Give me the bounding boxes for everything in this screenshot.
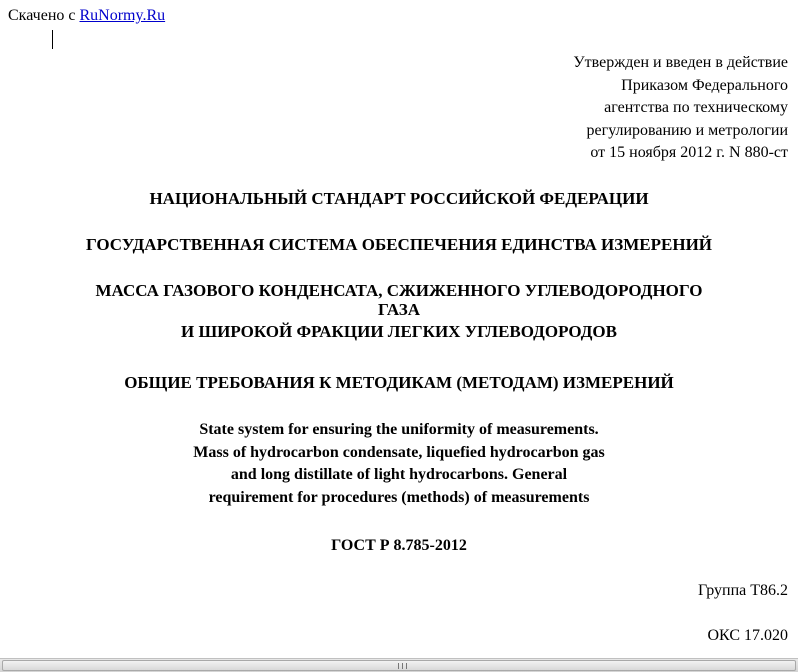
approval-block [428,52,788,165]
general-requirements-heading: ОБЩИЕ ТРЕБОВАНИЯ К МЕТОДИКАМ (МЕТОДАМ) ИЗМЕРЕНИЙ [124,373,674,392]
document-title-line: МАССА ГАЗОВОГО КОНДЕНСАТА, СЖИЖЕННОГО УГЛЕВОДОРОДНОГО [95,281,703,300]
approval-line: регулированию и метрологии [586,121,788,139]
approval-line: Утвержден и введен в действие [573,54,788,71]
text-cursor [52,30,53,49]
download-source [8,6,165,26]
group-code: Группа Т86.2 [697,582,788,599]
document-title-line: И ШИРОКОЙ ФРАКЦИИ ЛЕГКИХ УГЛЕВОДОРОДОВ [181,322,617,341]
grip-icon [398,663,407,669]
document-title-line: ГАЗА [377,300,421,319]
approval-line: Приказом Федерального [621,76,788,94]
english-title-line: and long distillate of light hydrocarbons. General [230,466,568,484]
state-system-heading: ГОСУДАРСТВЕННАЯ СИСТЕМА ОБЕСПЕЧЕНИЯ ЕДИНСТВА ИЗМЕРЕНИЙ [85,235,713,254]
oks-code: ОКС 17.020 [707,627,788,644]
national-standard-heading: НАЦИОНАЛЬНЫЙ СТАНДАРТ РОССИЙСКОЙ ФЕДЕРАЦИИ [149,189,649,208]
scrollbar-thumb[interactable] [2,660,796,671]
english-title-line: requirement for procedures (methods) of measurements [208,489,590,507]
english-title-line: Mass of hydrocarbon condensate, liquefied hydrocarbon gas [193,443,605,461]
gost-number: ГОСТ Р 8.785-2012 [331,537,467,554]
approval-line: агентства по техническому [604,99,788,117]
horizontal-scrollbar[interactable] [0,658,798,672]
download-prefix: Скачено с [8,7,76,24]
english-title [0,419,798,510]
approval-line: от 15 ноября 2012 г. N 880-ст [590,144,788,162]
runormy-link[interactable]: RuNormy.Ru [79,7,166,24]
english-title-line: State system for ensuring the uniformity of measurements. [199,421,599,438]
document-title [0,281,798,341]
